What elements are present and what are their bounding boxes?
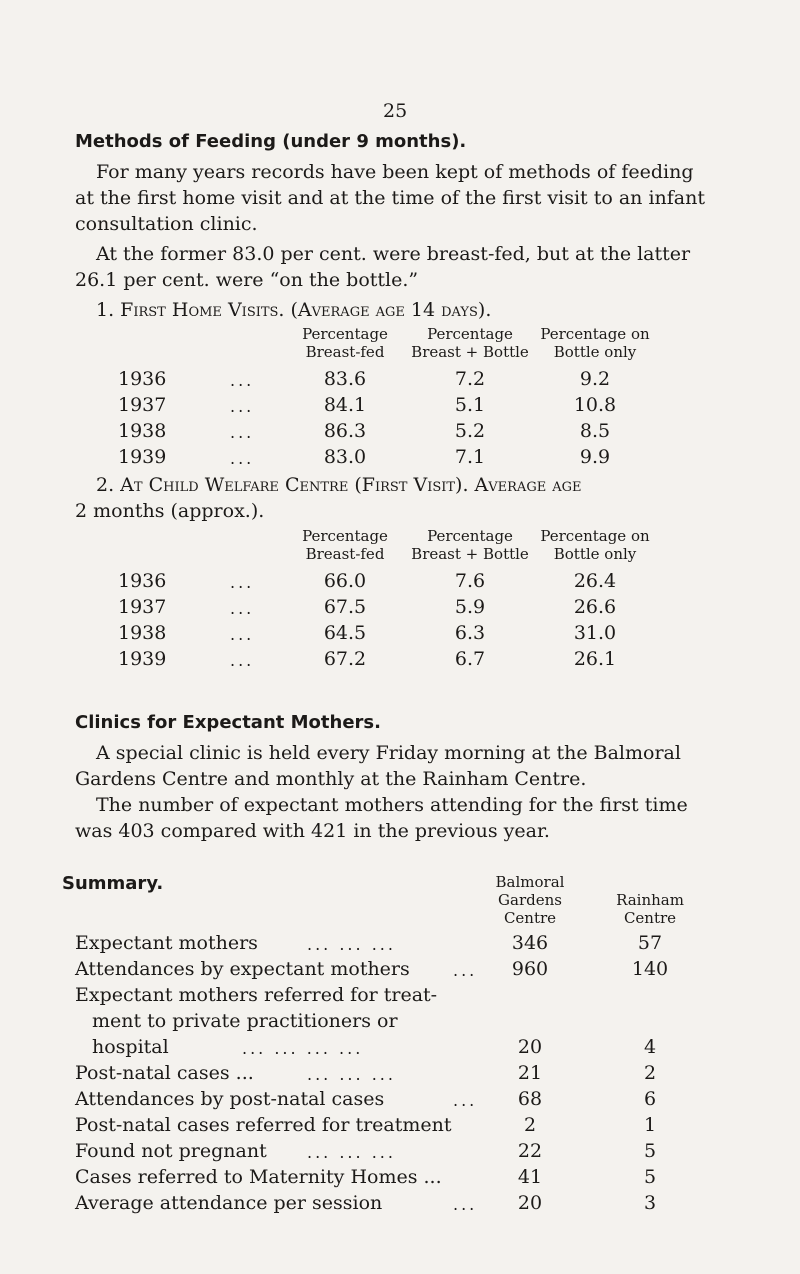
- row-label: Cases referred to Maternity Homes ...: [75, 1166, 442, 1188]
- balmoral-value: 21: [517, 1062, 543, 1084]
- rainham-value: 140: [631, 958, 669, 980]
- clinics-heading: Clinics for Expectant Mothers.: [75, 712, 381, 733]
- table2-col2-line2: Breast + Bottle: [411, 545, 529, 563]
- summary-col1-line1: Balmoral: [495, 873, 565, 891]
- table2-col2-line1: Percentage: [427, 527, 513, 545]
- bottle-only: 8.5: [579, 420, 611, 442]
- rainham-value: 3: [643, 1192, 657, 1214]
- leader-dots: ... ... ...: [307, 1143, 396, 1162]
- clinics-line4: was 403 compared with 421 in the previous year.: [75, 820, 550, 842]
- bottle-only: 9.9: [579, 446, 611, 468]
- page-number: 25: [383, 100, 408, 122]
- breast-bottle: 6.3: [454, 622, 486, 644]
- leader-dots: ... ... ... ...: [242, 1039, 364, 1058]
- bottle-only: 31.0: [573, 622, 617, 644]
- breast-fed: 86.3: [323, 420, 367, 442]
- breast-fed: 67.5: [323, 596, 367, 618]
- row-label: Attendances by post-natal cases: [75, 1088, 385, 1110]
- rainham-value: 6: [643, 1088, 657, 1110]
- rainham-value: 5: [643, 1140, 657, 1162]
- leader-dots: ...: [230, 423, 255, 442]
- breast-bottle: 7.2: [454, 368, 486, 390]
- bottle-only: 9.2: [579, 368, 611, 390]
- table1-title: 1. First Home Visits. (Average age 14 days).: [96, 299, 492, 321]
- table2-col1-line2: Breast-fed: [305, 545, 385, 563]
- row-label: Post-natal cases ...: [75, 1062, 254, 1084]
- leader-dots: ...: [230, 449, 255, 468]
- balmoral-value: 2: [523, 1114, 537, 1136]
- row-label: ment to private practitioners or: [92, 1010, 398, 1032]
- breast-bottle: 7.1: [454, 446, 486, 468]
- year: 1939: [118, 648, 167, 670]
- leader-dots: ...: [230, 371, 255, 390]
- table1-col1-line1: Percentage: [302, 325, 388, 343]
- breast-fed: 83.6: [323, 368, 367, 390]
- year: 1938: [118, 622, 167, 644]
- feeding-para1-line1: For many years records have been kept of methods of feeding: [96, 161, 694, 183]
- summary-col1-line2: Gardens: [498, 891, 562, 909]
- table1-col1-line2: Breast-fed: [305, 343, 385, 361]
- bottle-only: 26.4: [573, 570, 617, 592]
- leader-dots: ...: [230, 573, 255, 592]
- breast-bottle: 6.7: [454, 648, 486, 670]
- bottle-only: 10.8: [573, 394, 617, 416]
- breast-fed: 83.0: [323, 446, 367, 468]
- summary-col2-line1: Rainham: [616, 891, 684, 909]
- rainham-value: 4: [643, 1036, 657, 1058]
- row-label: Expectant mothers referred for treat-: [75, 984, 438, 1006]
- rainham-value: 5: [643, 1166, 657, 1188]
- year: 1939: [118, 446, 167, 468]
- balmoral-value: 41: [517, 1166, 543, 1188]
- breast-fed: 64.5: [323, 622, 367, 644]
- table2-col1-line1: Percentage: [302, 527, 388, 545]
- balmoral-value: 960: [511, 958, 549, 980]
- leader-dots: ...: [230, 599, 255, 618]
- clinics-line2: Gardens Centre and monthly at the Rainham Centre.: [75, 768, 587, 790]
- leader-dots: ...: [230, 651, 255, 670]
- leader-dots: ... ... ...: [307, 935, 396, 954]
- feeding-para1-line2: at the first home visit and at the time of the first visit to an infant: [75, 187, 705, 209]
- breast-fed: 66.0: [323, 570, 367, 592]
- row-label: Post-natal cases referred for treatment: [75, 1114, 452, 1136]
- summary-col1-line3: Centre: [503, 909, 557, 927]
- row-label: hospital: [92, 1036, 169, 1058]
- bottle-only: 26.6: [573, 596, 617, 618]
- feeding-para1-line3: consultation clinic.: [75, 213, 258, 235]
- balmoral-value: 22: [517, 1140, 543, 1162]
- row-label: Average attendance per session: [75, 1192, 383, 1214]
- summary-heading: Summary.: [62, 873, 164, 894]
- year: 1937: [118, 394, 167, 416]
- year: 1936: [118, 368, 167, 390]
- clinics-line1: A special clinic is held every Friday morning at the Balmoral: [96, 742, 681, 764]
- feeding-para2-line2: 26.1 per cent. were “on the bottle.”: [75, 269, 419, 291]
- leader-dots: ... ... ...: [307, 1065, 396, 1084]
- breast-fed: 67.2: [323, 648, 367, 670]
- feeding-para2-line1: At the former 83.0 per cent. were breast-fed, but at the latter: [96, 243, 691, 265]
- leader-dots: ...: [230, 625, 255, 644]
- table1-col3-line1: Percentage on: [540, 325, 650, 343]
- rainham-value: 1: [643, 1114, 657, 1136]
- leader-dots: ...: [230, 397, 255, 416]
- table1-col2-line2: Breast + Bottle: [411, 343, 529, 361]
- table1-col2-line1: Percentage: [427, 325, 513, 343]
- clinics-line3: The number of expectant mothers attending for the first time: [96, 794, 688, 816]
- feeding-heading: Methods of Feeding (under 9 months).: [75, 131, 467, 152]
- row-label: Attendances by expectant mothers: [75, 958, 410, 980]
- breast-fed: 84.1: [323, 394, 367, 416]
- breast-bottle: 5.2: [454, 420, 486, 442]
- summary-col2-line2: Centre: [623, 909, 677, 927]
- breast-bottle: 7.6: [454, 570, 486, 592]
- table2-title-line2: 2 months (approx.).: [75, 500, 265, 522]
- leader-dots: ...: [453, 1195, 478, 1214]
- breast-bottle: 5.9: [454, 596, 486, 618]
- row-label: Found not pregnant: [75, 1140, 267, 1162]
- rainham-value: 57: [637, 932, 663, 954]
- balmoral-value: 20: [517, 1192, 543, 1214]
- year: 1936: [118, 570, 167, 592]
- table2-title-line1: 2. At Child Welfare Centre (First Visit). Average age: [96, 474, 582, 496]
- balmoral-value: 20: [517, 1036, 543, 1058]
- balmoral-value: 68: [517, 1088, 543, 1110]
- bottle-only: 26.1: [573, 648, 617, 670]
- breast-bottle: 5.1: [454, 394, 486, 416]
- year: 1937: [118, 596, 167, 618]
- table2-col3-line1: Percentage on: [540, 527, 650, 545]
- row-label: Expectant mothers: [75, 932, 258, 954]
- balmoral-value: 346: [511, 932, 549, 954]
- table1-col3-line2: Bottle only: [553, 343, 637, 361]
- leader-dots: ...: [453, 961, 478, 980]
- year: 1938: [118, 420, 167, 442]
- table2-col3-line2: Bottle only: [553, 545, 637, 563]
- leader-dots: ...: [453, 1091, 478, 1110]
- rainham-value: 2: [643, 1062, 657, 1084]
